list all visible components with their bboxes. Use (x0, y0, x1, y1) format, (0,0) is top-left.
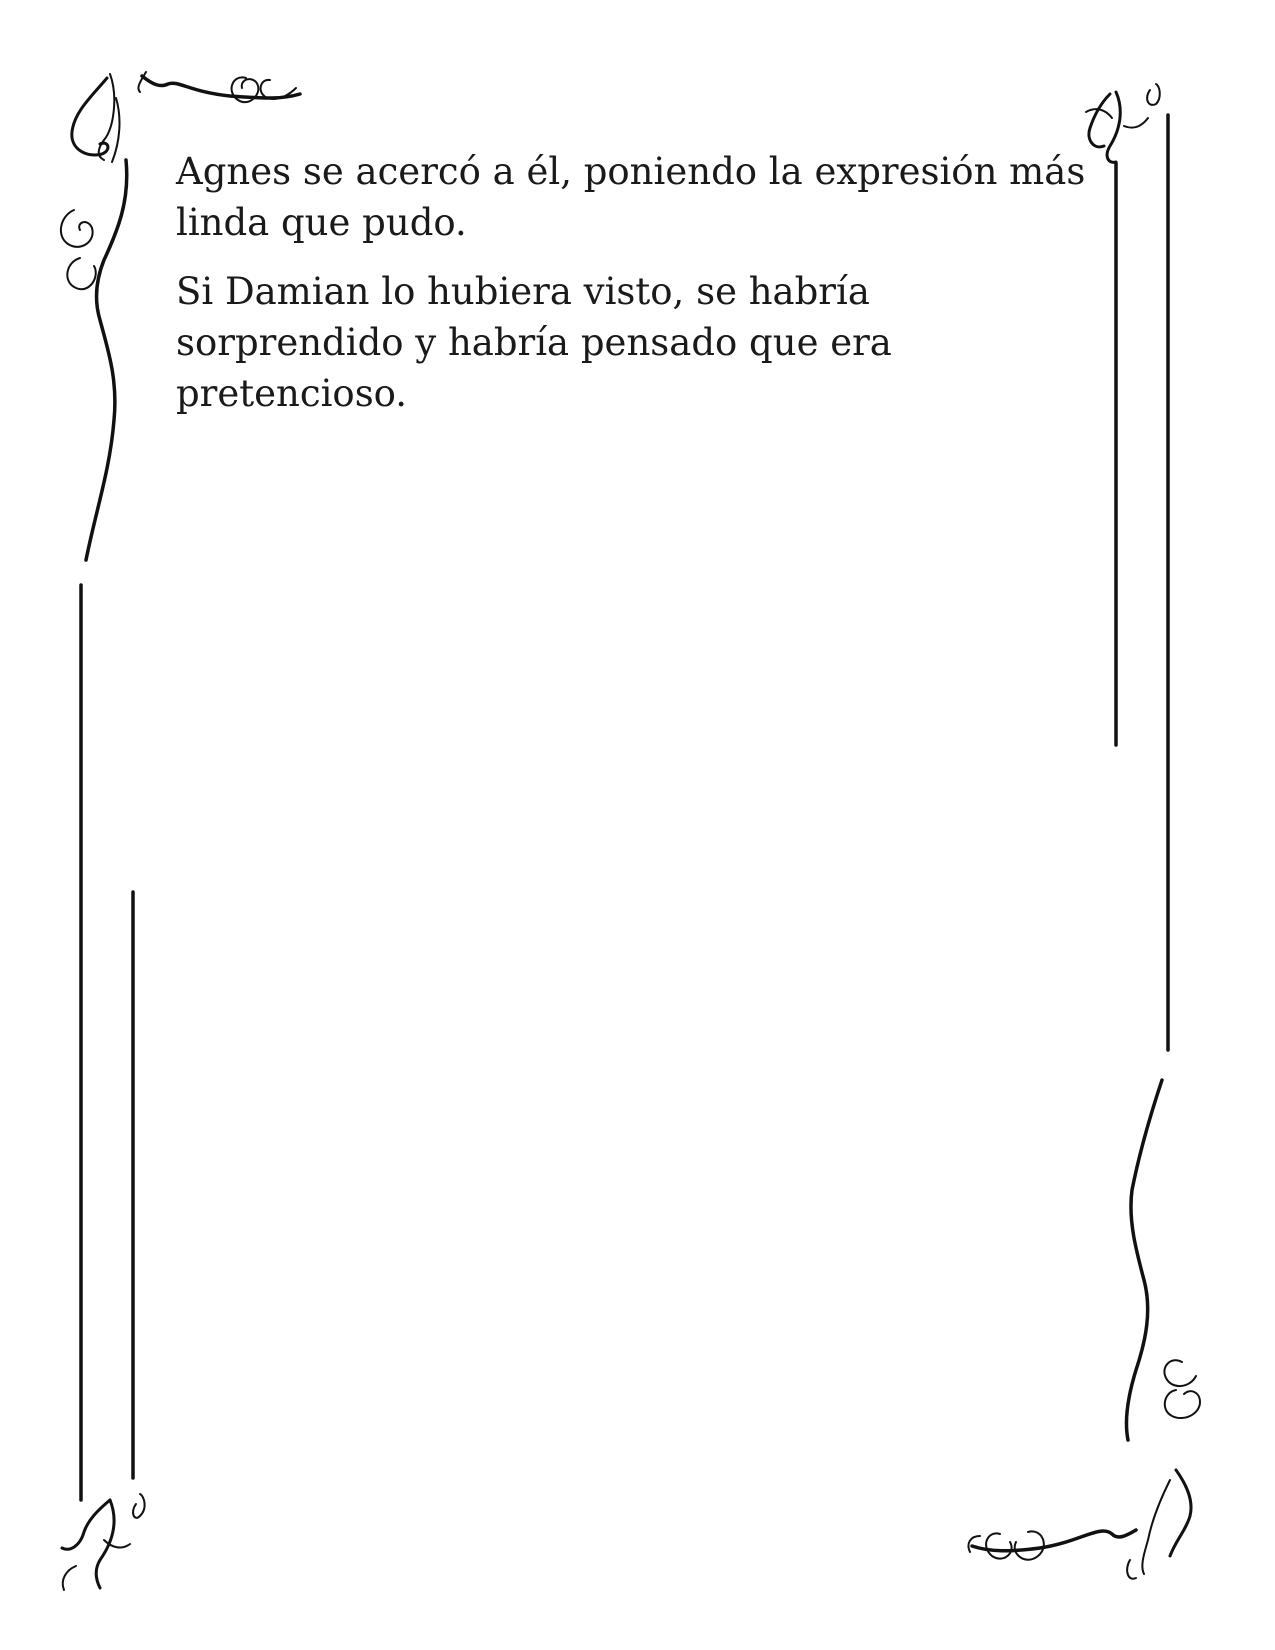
bottom-right-flourish-icon (968, 1080, 1200, 1579)
text-body (176, 146, 1106, 437)
bottom-left-flourish-icon (62, 1494, 145, 1590)
paragraph-2: Si Damian lo hubiera visto, se habría sorprendido y habría pensado que era pretencioso. (176, 270, 892, 415)
paragraph-1: Agnes se acercó a él, poniendo la expresión más linda que pudo. (176, 150, 1086, 244)
